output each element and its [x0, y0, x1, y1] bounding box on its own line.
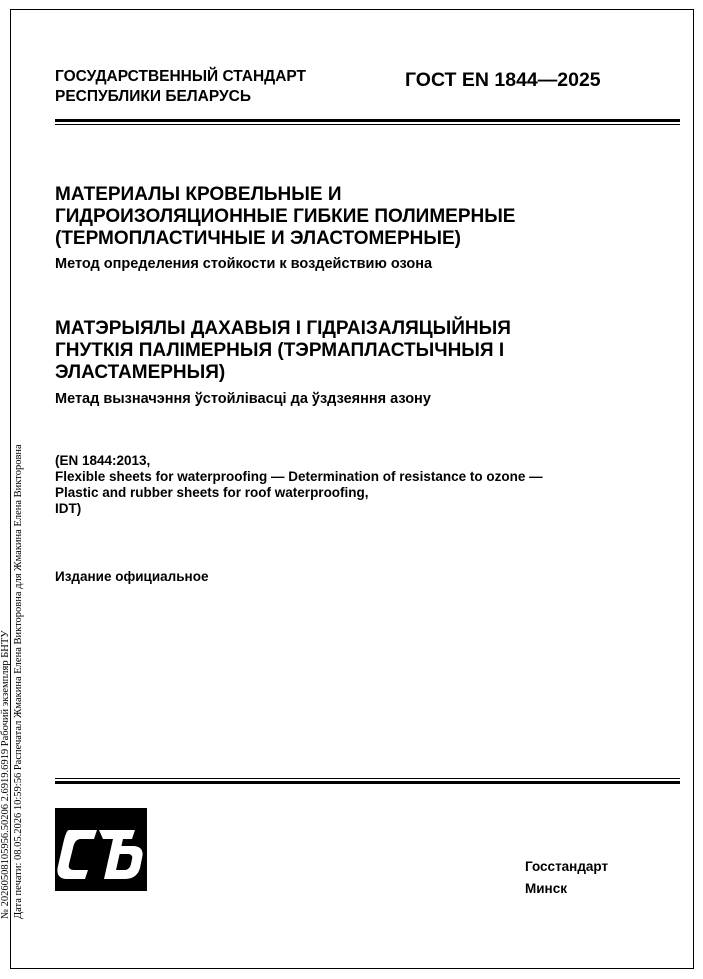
source-line3: Plastic and rubber sheets for roof waterproofing,: [55, 485, 369, 500]
source-line2: Flexible sheets for waterproofing — Determination of resistance to ozone —: [55, 469, 543, 484]
title-by-line1: МАТЭРЫЯЛЫ ДАХАВЫЯ І ГІДРАІЗАЛЯЦЫЙНЫЯ: [55, 318, 511, 339]
title-by: [55, 318, 511, 384]
header-rule-thin: [55, 124, 680, 125]
issuing-body: [55, 67, 306, 107]
footer-rule-thick: [55, 781, 680, 784]
subtitle-ru: Метод определения стойкости к воздействию озона: [55, 256, 433, 272]
gosstandart-logo-icon: [55, 808, 147, 891]
publisher-name: Госстандарт: [525, 859, 609, 874]
edition-label: Издание официальное: [55, 569, 209, 584]
print-stamp-line2: Дата печати: 08.05.2026 10:59:56 Распечатал Жмакина Елена Викторовна для Жмакина Елена Викторовна: [13, 444, 24, 919]
issuing-body-line1: ГОСУДАРСТВЕННЫЙ СТАНДАРТ: [55, 68, 307, 85]
footer-rule-thin: [55, 778, 680, 779]
issuing-body-line2: РЕСПУБЛИКИ БЕЛАРУСЬ: [55, 88, 251, 105]
title-ru-line1: МАТЕРИАЛЫ КРОВЕЛЬНЫЕ И: [55, 184, 342, 205]
source-standard: [55, 453, 543, 517]
source-line4: IDT): [55, 501, 82, 516]
standard-number: ГОСТ EN 1844—2025: [405, 69, 601, 91]
print-stamp-line1: № 20260508105956.50206 2.6919.6919 Рабочий экземпляр БНТУ: [0, 630, 11, 919]
title-ru-line3: (ТЕРМОПЛАСТИЧНЫЕ И ЭЛАСТОМЕРНЫЕ): [55, 228, 461, 249]
title-ru-line2: ГИДРОИЗОЛЯЦИОННЫЕ ГИБКИЕ ПОЛИМЕРНЫЕ: [55, 206, 516, 227]
header-rule-thick: [55, 119, 680, 122]
publisher-city: Минск: [525, 881, 567, 896]
print-stamp: [0, 279, 37, 919]
title-ru: [55, 184, 515, 250]
source-line1: (EN 1844:2013,: [55, 453, 151, 468]
subtitle-by: Метад вызначэння ўстойлівасці да ўздзеяння азону: [55, 391, 431, 407]
title-by-line3: ЭЛАСТАМЕРНЫЯ): [55, 362, 226, 383]
title-by-line2: ГНУТКІЯ ПАЛІМЕРНЫЯ (ТЭРМАПЛАСТЫЧНЫЯ І: [55, 340, 505, 361]
